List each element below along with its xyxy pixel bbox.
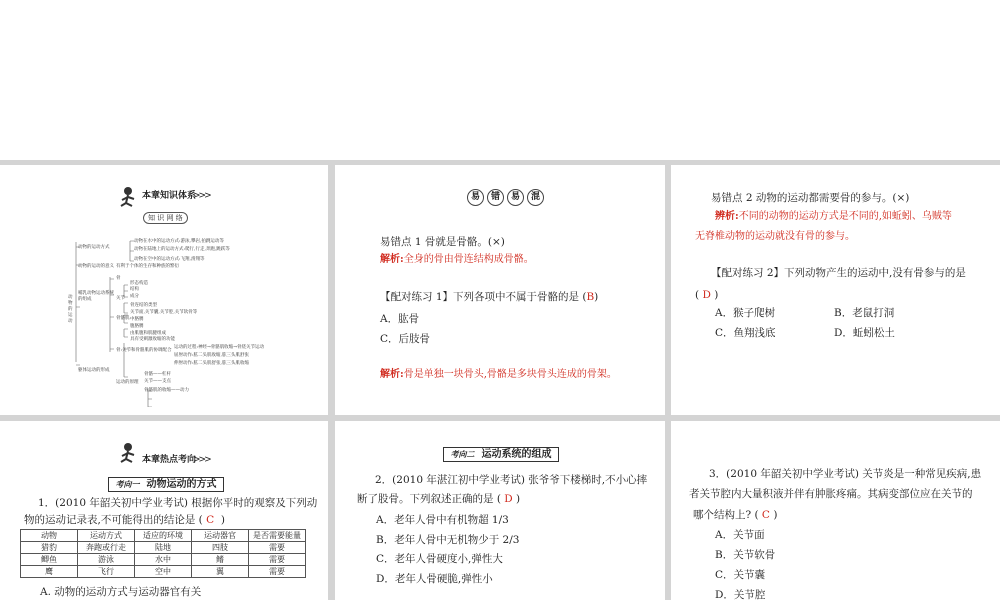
slide-motion-system[interactable]: [335, 421, 665, 600]
table-cell: 需要: [249, 566, 306, 578]
answer: B: [586, 291, 595, 303]
map-node: 动物在陆地上的运动方式:爬行,行走,奔跑,跳跃等: [134, 247, 230, 252]
map-node: 由肌腹和肌腱组成: [130, 331, 166, 336]
option-a: A．老年人骨中有机物超 1/3: [376, 514, 509, 526]
map-node: 运动的原理: [116, 380, 139, 385]
question-line: 2．(2010 年湛江初中学业考试) 张爷爷下楼梯时,不小心摔: [375, 474, 648, 486]
chapter-header: 本章热点考向: [142, 455, 197, 465]
table-cell: 四肢: [192, 542, 249, 554]
map-node: 骨:关节和骨骼肌的协调配合: [116, 348, 172, 353]
double-chevron-icon: >>>: [193, 191, 210, 201]
option-a: A. 动物的运动方式与运动器官有关: [40, 586, 202, 598]
table-cell: 翼: [192, 566, 249, 578]
map-node: 骨连结的类型: [130, 303, 157, 308]
table-cell: 飞行: [78, 566, 135, 578]
slide-hot-topics[interactable]: [0, 421, 328, 600]
answer: C: [761, 509, 770, 521]
map-node: 骨骼肌: [116, 316, 130, 321]
badge-char: 易: [507, 189, 524, 206]
map-node: 关节: [116, 296, 125, 301]
map-node: 骨骼——杠杆: [144, 372, 171, 377]
option-c: C．后肢骨: [380, 333, 431, 345]
option-a: A．关节面: [715, 529, 765, 541]
question-line: 者关节腔内大量积液并伴有肿胀疼痛。其病变部位应在关节的: [689, 488, 973, 500]
map-node: 伸肘动作:肱二头肌舒张,肱三头肌收缩: [174, 361, 249, 366]
table-row: [21, 554, 306, 566]
table-cell: 适应的环境: [135, 530, 192, 542]
option-d: D．老年人骨硬脆,弹性小: [376, 573, 493, 585]
answer-line: ( D ): [695, 289, 719, 301]
analysis-text: 解析:全身的骨由骨连结构成骨骼。: [380, 254, 534, 265]
map-node: 关节面,关节囊,关节腔,关节软骨等: [130, 310, 198, 315]
slide-common-errors-1[interactable]: [335, 165, 665, 415]
section-title-box: 考向一 动物运动的方式: [108, 477, 224, 492]
slide-joint-question[interactable]: [671, 421, 1000, 600]
practice-question: 【配对练习 1】下列各项中不属于骨骼的是 (B): [380, 291, 599, 303]
map-node: 运动的过程:神经→骨骼肌收缩→骨绕关节运动: [174, 345, 265, 350]
slide-common-errors-2[interactable]: [671, 165, 1000, 415]
option-b: B．关节软骨: [715, 549, 776, 561]
badge-char: 混: [527, 189, 544, 206]
option-c: C．鱼翔浅底: [715, 327, 776, 339]
option-c: C．老年人骨硬度小,弹性大: [376, 553, 503, 565]
analysis-line: 无脊椎动物的运动就没有骨的参与。: [695, 231, 855, 242]
analysis-text: 解析:骨是单独一块骨头,骨骼是多块骨头连成的骨架。: [380, 369, 617, 380]
badge-char: 易: [467, 189, 484, 206]
map-node: 骨: [116, 276, 121, 281]
map-node: 躯体运动的形成: [78, 368, 110, 373]
map-node: 动物在水中的运动方式:游泳,攀岩,拍跳运动等: [134, 239, 224, 244]
chapter-header: 本章知识体系: [142, 191, 197, 201]
map-node: 中胳膊: [130, 317, 144, 322]
slide-knowledge-map[interactable]: [0, 165, 328, 415]
option-d: D．蚯蚓松土: [834, 327, 895, 339]
option-c: C．关节囊: [715, 569, 766, 581]
table-cell: 是否需要能量: [249, 530, 306, 542]
badge-group: [467, 189, 544, 206]
map-node: 动物的运动方式: [78, 245, 110, 250]
map-node: 腹胳膊: [130, 324, 144, 329]
map-root-node: 动物的运动: [68, 295, 73, 324]
map-node: 结构: [130, 287, 139, 292]
table-row: [21, 566, 306, 578]
double-chevron-icon: >>>: [193, 455, 210, 465]
answer: D: [702, 289, 711, 301]
table-cell: 需要: [249, 554, 306, 566]
analysis-line: 辨析:不同的动物的运动方式是不同的,如蚯蚓、乌贼等: [715, 211, 952, 222]
runner-figure-icon: [118, 441, 142, 463]
option-d: D．关节腔: [715, 589, 766, 600]
question-line: 1．(2010 年韶关初中学业考试) 根据你平时的观察及下列动: [38, 497, 318, 509]
map-node: 关节——支点: [144, 379, 171, 384]
map-node: 形态构造: [130, 281, 148, 286]
map-node: 屈肘动作:肱二头肌收缩,肱三头肌舒张: [174, 353, 249, 358]
table-cell: 动物: [21, 530, 78, 542]
option-a: A．肱骨: [380, 313, 420, 325]
table-cell: 陆地: [135, 542, 192, 554]
table-row: [21, 542, 306, 554]
table-row: [21, 530, 306, 542]
table-cell: 鲫鱼: [21, 554, 78, 566]
runner-figure-icon: [118, 185, 142, 207]
map-node: 哺乳动物运动系统的组成: [78, 291, 114, 302]
table-cell: 猎豹: [21, 542, 78, 554]
table-cell: 奔跑或行走: [78, 542, 135, 554]
practice-question: 【配对练习 2】下列动物产生的运动中,没有骨参与的是: [711, 267, 966, 279]
section-title-box: 考向二 运动系统的组成: [443, 447, 559, 462]
answer: C: [206, 514, 215, 526]
error-point-title: 易错点 1 骨就是骨骼。(×): [380, 236, 505, 248]
table-cell: 水中: [135, 554, 192, 566]
table-cell: 运动方式: [78, 530, 135, 542]
table-cell: 需要: [249, 542, 306, 554]
map-node: 动物的运动的意义: [78, 264, 114, 269]
table-cell: 空中: [135, 566, 192, 578]
map-node: 有利于个体的生存和种族的繁衍: [116, 264, 179, 269]
question-line: 断了股骨。下列叙述正确的是 ( D ): [357, 493, 521, 505]
map-node: 成分: [130, 294, 139, 299]
option-b: B．老年人骨中无机物少于 2/3: [376, 534, 520, 546]
table-cell: 游泳: [78, 554, 135, 566]
option-b: B．老鼠打洞: [834, 307, 895, 319]
question-line: 物的运动记录表,不可能得出的结论是 ( C ): [24, 514, 225, 526]
answer: D: [504, 493, 513, 505]
map-node: 骨骼肌的收缩——动力: [144, 388, 189, 393]
data-table: [20, 529, 306, 578]
sub-header-badge: 知 识 网 络: [143, 212, 188, 224]
table-cell: 鹰: [21, 566, 78, 578]
map-node: 具有受刺激收缩的功能: [130, 337, 175, 342]
map-node: 动物在空中的运动方式:飞翔,滑翔等: [134, 257, 205, 262]
option-a: A．猴子爬树: [715, 307, 776, 319]
question-line: 哪个结构上? ( C ): [693, 509, 778, 521]
badge-char: 错: [487, 189, 504, 206]
error-point-title: 易错点 2 动物的运动都需要骨的参与。(×): [711, 192, 910, 204]
table-cell: 运动器官: [192, 530, 249, 542]
table-cell: 鳍: [192, 554, 249, 566]
question-line: 3．(2010 年韶关初中学业考试) 关节炎是一种常见疾病,患: [709, 468, 982, 480]
